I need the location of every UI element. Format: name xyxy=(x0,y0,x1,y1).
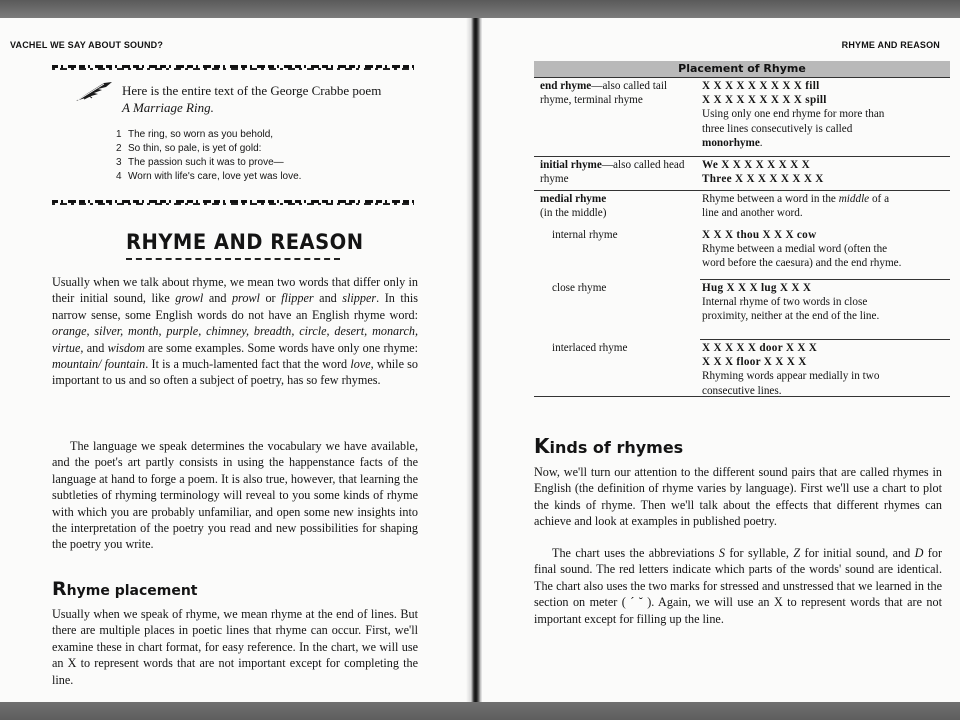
chart-description: X X X X X door X X X X X X floor X X X X Rhyming words appear medially in two consecutive lines. xyxy=(702,342,880,397)
chart-row-end-rhyme xyxy=(534,78,950,157)
poem-intro-text: Here is the entire text of the George Crabbe poem xyxy=(122,83,382,98)
section-title: RHYME AND REASON xyxy=(126,230,364,254)
line-number: 4 xyxy=(116,171,122,182)
chart-row-internal-rhyme xyxy=(534,227,950,280)
line-number: 2 xyxy=(116,143,122,154)
rhyme-placement-heading: Rhyme placement xyxy=(52,578,198,600)
poem-line xyxy=(116,156,301,170)
chart-term: end rhyme—also called tail rhyme, terminal rhyme xyxy=(540,80,668,107)
chart-title: Placement of Rhyme xyxy=(534,61,950,78)
decorative-rule-bottom xyxy=(52,198,414,206)
placement-of-rhyme-chart xyxy=(534,61,950,397)
chart-row-initial-rhyme xyxy=(534,157,950,191)
quill-pen-icon xyxy=(74,81,114,103)
left-page xyxy=(0,18,468,702)
line-number: 3 xyxy=(116,157,122,168)
chart-row-close-rhyme xyxy=(534,280,950,340)
kinds-of-rhymes-heading: Kinds of rhymes xyxy=(534,434,684,458)
body-paragraph: The language we speak determines the vocabulary we have available, and the poet's art partly consists in using the happenstance facts of the language at hand to forge a poem. It is also true, however, that learning the subtleties of rhyming terminology will reveal to you some kinds of rhyme with which you are probably unfamiliar, and open some new insights into the interpretation of the poetry you read and new possibilities for shaping the poetry you write. xyxy=(52,439,418,552)
decorative-rule-top xyxy=(52,63,414,71)
body-paragraph: Usually when we talk about rhyme, we mean two words that differ only in their initial sound, like growl and prowl or flipper and slipper. In this narrow sense, some English words do not have an English rhyme word: orange, silver, month, purple, chimney, breadth, circle, desert, monarch, virtue, and wisdom are some examples. Some words have only one rhyme: mountain/ fountain. It is a much-lamented fact that the word love, while so important to us and so often a subject of poetry, has so few rhymes. xyxy=(52,275,419,388)
section-title-underline xyxy=(126,258,340,260)
body-paragraph: Now, we'll turn our attention to the different sound pairs that are called rhymes in English (the definition of rhyme varies by language). First we'll use a chart to plot the kinds of rhyme. Then we'll talk about the effects that different rhymes can achieve and look at examples in published poetry. xyxy=(534,465,942,529)
running-head-right: RHYME AND REASON xyxy=(841,40,940,50)
chart-row-medial-rhyme xyxy=(534,191,950,227)
chart-row-interlaced-rhyme xyxy=(534,340,950,397)
chart-term: interlaced rhyme xyxy=(552,342,628,354)
poem-lines xyxy=(116,128,301,184)
chart-description: Rhyme between a word in the middle of a line and another word. xyxy=(702,193,890,220)
body-paragraph: The chart uses the abbreviations S for syllable, Z for initial sound, and D for final sound. The red letters indicate which parts of the words' sound are identical. The chart also uses the two marks for stressed and unstressed that we learned in the section on meter ( ´ ˘ ). Again, we will use an X to represent words that are not important except for filling up the line. xyxy=(534,546,943,626)
running-head-left: VACHEL WE SAY ABOUT SOUND? xyxy=(10,40,164,50)
chart-description: X X X X X X X X X fill X X X X X X X X X spill Using only one end rhyme for more than three lines consecutively is called monorhyme. xyxy=(702,80,885,149)
poem-intro xyxy=(122,82,442,116)
chart-description: Hug X X X lug X X X Internal rhyme of two words in close proximity, neither at the end of the line. xyxy=(702,282,880,323)
body-paragraph: Usually when we speak of rhyme, we mean rhyme at the end of lines. But there are multiple places in poetic lines that rhyme can occur. First, we'll examine these in chart format, for easy reference. In the chart, we will use an X to represent words that are not important except for completing the line. xyxy=(52,607,418,687)
line-text: The passion such it was to prove— xyxy=(128,157,284,168)
poem-line xyxy=(116,128,301,142)
chart-description: We X X X X X X X X Three X X X X X X X X xyxy=(702,159,824,186)
right-page xyxy=(482,18,960,702)
line-text: The ring, so worn as you behold, xyxy=(128,129,274,140)
line-text: So thin, so pale, is yet of gold: xyxy=(128,143,262,154)
line-text: Worn with life's care, love yet was love. xyxy=(128,171,302,182)
chart-term: internal rhyme xyxy=(552,229,618,241)
chart-description: X X X thou X X X cow Rhyme between a medial word (often the word before the caesura) and the end rhyme. xyxy=(702,229,902,270)
chart-term: medial rhyme (in the middle) xyxy=(540,193,607,220)
poem-title: A Marriage Ring. xyxy=(122,100,214,115)
poem-line xyxy=(116,142,301,156)
chart-term: close rhyme xyxy=(552,282,607,294)
chart-term: initial rhyme—also called head rhyme xyxy=(540,159,685,186)
line-number: 1 xyxy=(116,129,122,140)
poem-line xyxy=(116,170,301,184)
